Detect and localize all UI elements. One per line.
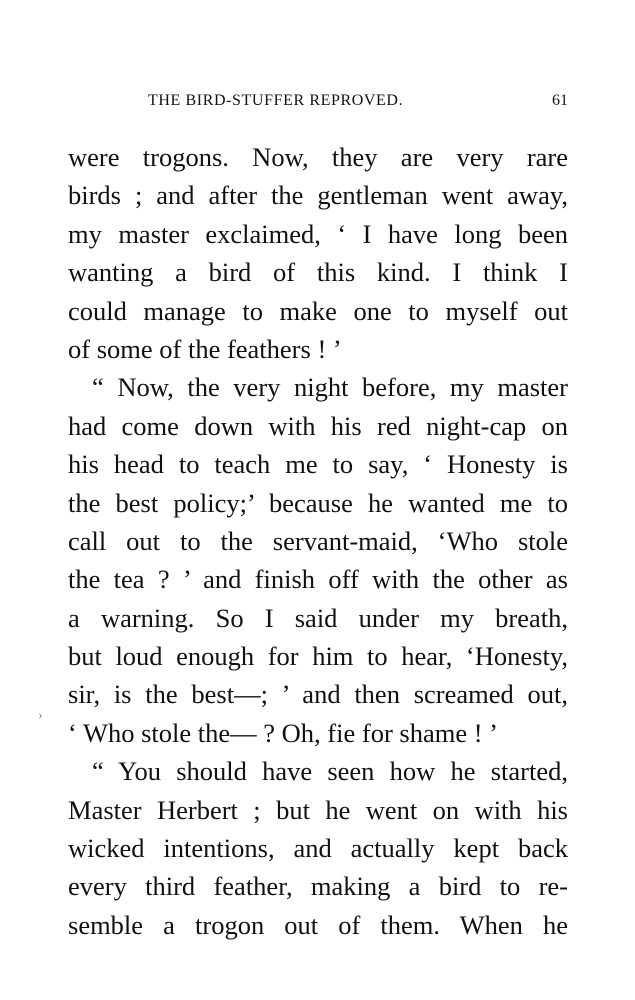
text-line: every third feather, making a bird to re- (68, 871, 568, 902)
text-line: wicked intentions, and actually kept back (68, 833, 568, 864)
page-number: 61 (552, 92, 568, 109)
text-line: the tea ? ’ and finish off with the other as (68, 564, 568, 595)
text-line: “ Now, the very night before, my master (92, 372, 568, 403)
text-line: “ You should have seen how he started, (92, 756, 568, 787)
text-line: could manage to make one to myself out (68, 295, 568, 326)
text-line: call out to the servant-maid, ‘Who stole (68, 525, 568, 556)
text-line: the best policy;’ because he wanted me to (68, 487, 568, 518)
text-line: but loud enough for him to hear, ‘Honesty, (68, 641, 568, 672)
margin-mark: › (38, 708, 43, 723)
text-line: sir, is the best—; ’ and then screamed out, (68, 679, 568, 710)
text-line: of some of the feathers ! ’ (68, 333, 342, 364)
running-header (68, 92, 568, 116)
text-line: ‘ Who stole the— ? Oh, fie for shame ! ’ (68, 717, 499, 748)
text-line: had come down with his red night-cap on (68, 410, 568, 441)
text-line: wanting a bird of this kind. I think I (68, 257, 568, 288)
text-line: semble a trogon out of them. When he (68, 909, 568, 940)
chapter-title: THE BIRD-STUFFER REPROVED. (148, 92, 404, 109)
text-line: birds ; and after the gentleman went away, (68, 180, 568, 211)
text-line: his head to teach me to say, ‘ Honesty is (68, 449, 568, 480)
text-line: my master exclaimed, ‘ I have long been (68, 218, 568, 249)
text-line: were trogons. Now, they are very rare (68, 142, 568, 172)
text-line: a warning. So I said under my breath, (68, 602, 568, 633)
body-text (68, 138, 568, 944)
text-line: Master Herbert ; but he went on with his (68, 794, 568, 825)
